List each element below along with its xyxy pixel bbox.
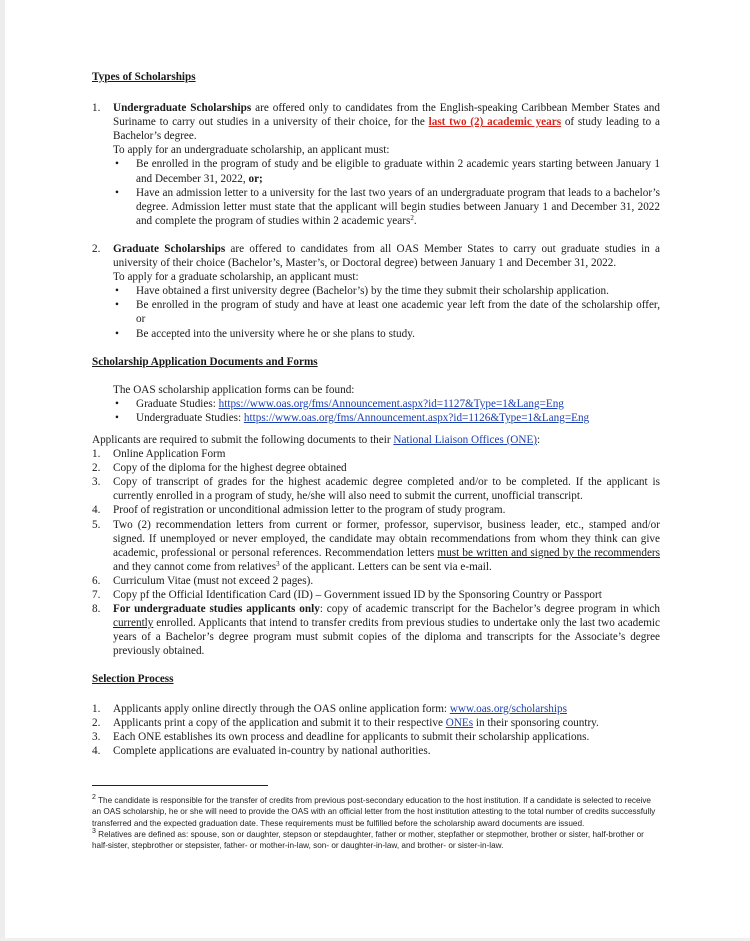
- list-item-text: Applicants apply online directly through the OAS online application form:: [113, 702, 450, 715]
- list-item-text: Proof of registration or unconditional admission letter to the program of study program.: [113, 504, 506, 517]
- last-two-years-link[interactable]: last two (2) academic years: [428, 116, 562, 129]
- undergraduate-title: Undergraduate Scholarships: [113, 102, 252, 115]
- list-item: [92, 475, 660, 503]
- footnote-mark: 3: [92, 827, 96, 835]
- requirement-end: .: [413, 214, 417, 227]
- footnote-3: [92, 829, 660, 852]
- list-item: [92, 730, 660, 744]
- list-item-text: Online Application Form: [113, 448, 226, 461]
- undergraduate-text: are offered only to candidates from the English-speaking Caribbean Member States and Suriname to carry out studies in a university of their choice, for the: [113, 102, 660, 129]
- list-number: 8.: [92, 603, 101, 616]
- list-item-text: Two (2) recommendation letters from current or former, professor, supervisor, business leader, etc., stamped and/or signed. If unemployed or never employed, the candidate may obtain recommendations from whom they think can give academic, professional or personal references. Recommendation letters: [113, 518, 660, 559]
- forms-section: [92, 383, 660, 425]
- list-item-text: of the applicant. Letters can be sent via e-mail.: [279, 560, 492, 573]
- list-number: 1.: [92, 702, 101, 715]
- list-item-text: Copy pf the Official Identification Card (ID) – Government issued ID by the Sponsoring Country or Passport: [113, 589, 602, 601]
- docs-heading: Scholarship Application Documents and Forms: [92, 355, 318, 368]
- bullet-icon: •: [115, 158, 119, 171]
- list-item-text: and they cannot come from relatives: [113, 560, 277, 573]
- list-number: 1.: [92, 102, 101, 115]
- underlined-text: must be written and signed by the recommenders: [437, 546, 660, 559]
- requirement-text: Have an admission letter to a university for the last two years of an undergraduate program that leads to a bachelor’s degree. Admission letter must state that the applicant will begin studies between January 1 and December 31, 2022 and complete the program of studies within 2 academic years: [136, 186, 660, 227]
- graduate-title: Graduate Scholarships: [113, 242, 226, 255]
- requirement-text: Be enrolled in the program of study and be eligible to graduate within 2 academic years starting between January 1 and December 31, 2022,: [136, 158, 660, 185]
- list-item: [92, 461, 660, 475]
- list-item: [113, 411, 660, 425]
- list-item-text: Curriculum Vitae (must not exceed 2 pages).: [113, 574, 314, 587]
- bullet-icon: •: [115, 285, 119, 298]
- list-item: [92, 702, 660, 716]
- graduate-apply-intro: To apply for a graduate scholarship, an applicant must:: [113, 271, 359, 284]
- list-item: [92, 503, 660, 517]
- submit-colon: :: [537, 433, 541, 446]
- list-item-bold: For undergraduate studies applicants only: [113, 603, 320, 616]
- bullet-icon: •: [115, 299, 119, 312]
- footnote-text: Relatives are defined as: spouse, son or daughter, stepson or stepdaughter, father or mother, stepfather or stepmother, brother or sister, half-brother or half-sister, stepbrother or stepsister, father- or mother-in-law, son- or daughter-in-law, and brother- or sister-in-law.: [92, 829, 644, 851]
- footnote-ref: 3: [276, 559, 280, 568]
- submit-text: Applicants are required to submit the following documents to their: [92, 433, 394, 446]
- graduate-forms-label: Graduate Studies:: [136, 397, 219, 410]
- required-documents-list: [92, 447, 660, 658]
- submit-intro: [92, 433, 660, 447]
- bullet-icon: •: [115, 397, 119, 410]
- list-number: 2.: [92, 462, 101, 475]
- footnote-text: The candidate is responsible for the transfer of credits from previous post-secondary education to the host institution. If a candidate is selected to receive an OAS scholarship, he or she will need to provide the OAS with an official letter from the host institution attesting to the total number of credits successfully transferred and the expected graduation date. These requirements must be fulfilled before the scholarship award documents are issued.: [92, 796, 656, 828]
- page-edge-left: [0, 0, 5, 941]
- list-item: [92, 588, 660, 602]
- types-list: [92, 101, 660, 341]
- list-number: 2.: [92, 716, 101, 729]
- requirement-text: Be enrolled in the program of study and have at least one academic year left from the date of the scholarship offer, or: [136, 299, 660, 326]
- list-number: 1.: [92, 448, 101, 461]
- list-number: 4.: [92, 504, 101, 517]
- list-number: 2.: [92, 242, 101, 255]
- graduate-text: are offered to candidates from all OAS Member States to carry out graduate studies in a university of their choice (Bachelor’s, Master’s, or Doctoral degree) between January 1 and December 31, 2022.: [113, 242, 660, 270]
- list-item-text: enrolled. Applicants that intend to transfer credits from previous studies to undertake only the last two academic years of a Bachelor’s degree program must submit copies of the diploma and transcripts for the Associate’s degree previously obtained.: [113, 617, 660, 658]
- list-item: [113, 397, 660, 411]
- list-number: 6.: [92, 574, 101, 587]
- list-item-text: Copy of transcript of grades for the highest academic degree completed and/or to be completed. If the applicant is currently enrolled in a program of study, he/she will also need to submit the current, unofficial transcript.: [113, 476, 660, 503]
- requirement-text: Be accepted into the university where he or she plans to study.: [136, 327, 415, 340]
- undergraduate-forms-label: Undergraduate Studies:: [136, 411, 244, 424]
- bullet-icon: •: [115, 411, 119, 424]
- list-item: [113, 157, 660, 185]
- requirement-or: or;: [248, 172, 263, 185]
- list-number: 4.: [92, 744, 101, 757]
- list-number: 3.: [92, 730, 101, 743]
- list-item: [113, 298, 660, 326]
- list-item: [92, 518, 660, 574]
- requirement-text: Have obtained a first university degree (Bachelor’s) by the time they submit their scholarship application.: [136, 285, 609, 298]
- list-item: [92, 716, 660, 730]
- footnote-divider: [92, 785, 268, 786]
- graduate-forms-link[interactable]: https://www.oas.org/fms/Announcement.aspx?id=1127&Type=1&Lang=Eng: [218, 397, 564, 410]
- footnote-mark: 2: [92, 794, 96, 801]
- undergraduate-text-end: of study leading to a Bachelor’s degree.: [113, 116, 660, 143]
- list-item: [92, 574, 660, 588]
- undergraduate-requirements: [113, 157, 660, 227]
- ones-link[interactable]: ONEs: [445, 716, 474, 729]
- list-number: 7.: [92, 589, 101, 601]
- bullet-icon: •: [115, 327, 119, 340]
- footnote-ref: 2: [410, 213, 414, 222]
- footnotes: [92, 785, 660, 851]
- national-liaison-offices-link[interactable]: National Liaison Offices (ONE): [393, 433, 538, 446]
- list-item-text: Applicants print a copy of the application and submit it to their respective: [113, 716, 446, 729]
- list-item: [92, 602, 660, 658]
- graduate-item: [92, 242, 660, 341]
- undergraduate-apply-intro: To apply for an undergraduate scholarship, an applicant must:: [113, 144, 390, 157]
- list-item-text: in their sponsoring country.: [473, 716, 599, 729]
- list-number: 3.: [92, 476, 101, 489]
- list-item: [92, 447, 660, 461]
- list-item-text: Complete applications are evaluated in-country by national authorities.: [113, 744, 431, 757]
- graduate-requirements: [113, 284, 660, 340]
- list-item-text: Each ONE establishes its own process and deadline for applicants to submit their scholarship applications.: [113, 730, 590, 743]
- underlined-text: currently: [113, 617, 154, 630]
- undergraduate-item: [92, 101, 660, 228]
- forms-intro: The OAS scholarship application forms can be found:: [113, 383, 355, 396]
- selection-list: [92, 702, 660, 758]
- undergraduate-forms-link[interactable]: https://www.oas.org/fms/Announcement.aspx?id=1126&Type=1&Lang=Eng: [243, 411, 590, 424]
- list-item: [113, 327, 660, 341]
- list-item: [113, 186, 660, 228]
- list-item-text: : copy of academic transcript for the Bachelor’s degree program in which: [319, 603, 660, 616]
- footnote-2: [92, 795, 660, 829]
- types-heading: Types of Scholarships: [92, 71, 196, 83]
- list-item-text: Copy of the diploma for the highest degree obtained: [113, 462, 347, 475]
- list-item: [113, 284, 660, 298]
- list-item: [92, 744, 660, 758]
- list-number: 5.: [92, 518, 101, 531]
- document-body: [92, 70, 660, 758]
- oas-scholarships-link[interactable]: www.oas.org/scholarships: [449, 702, 567, 715]
- selection-heading: Selection Process: [92, 673, 174, 686]
- bullet-icon: •: [115, 186, 119, 199]
